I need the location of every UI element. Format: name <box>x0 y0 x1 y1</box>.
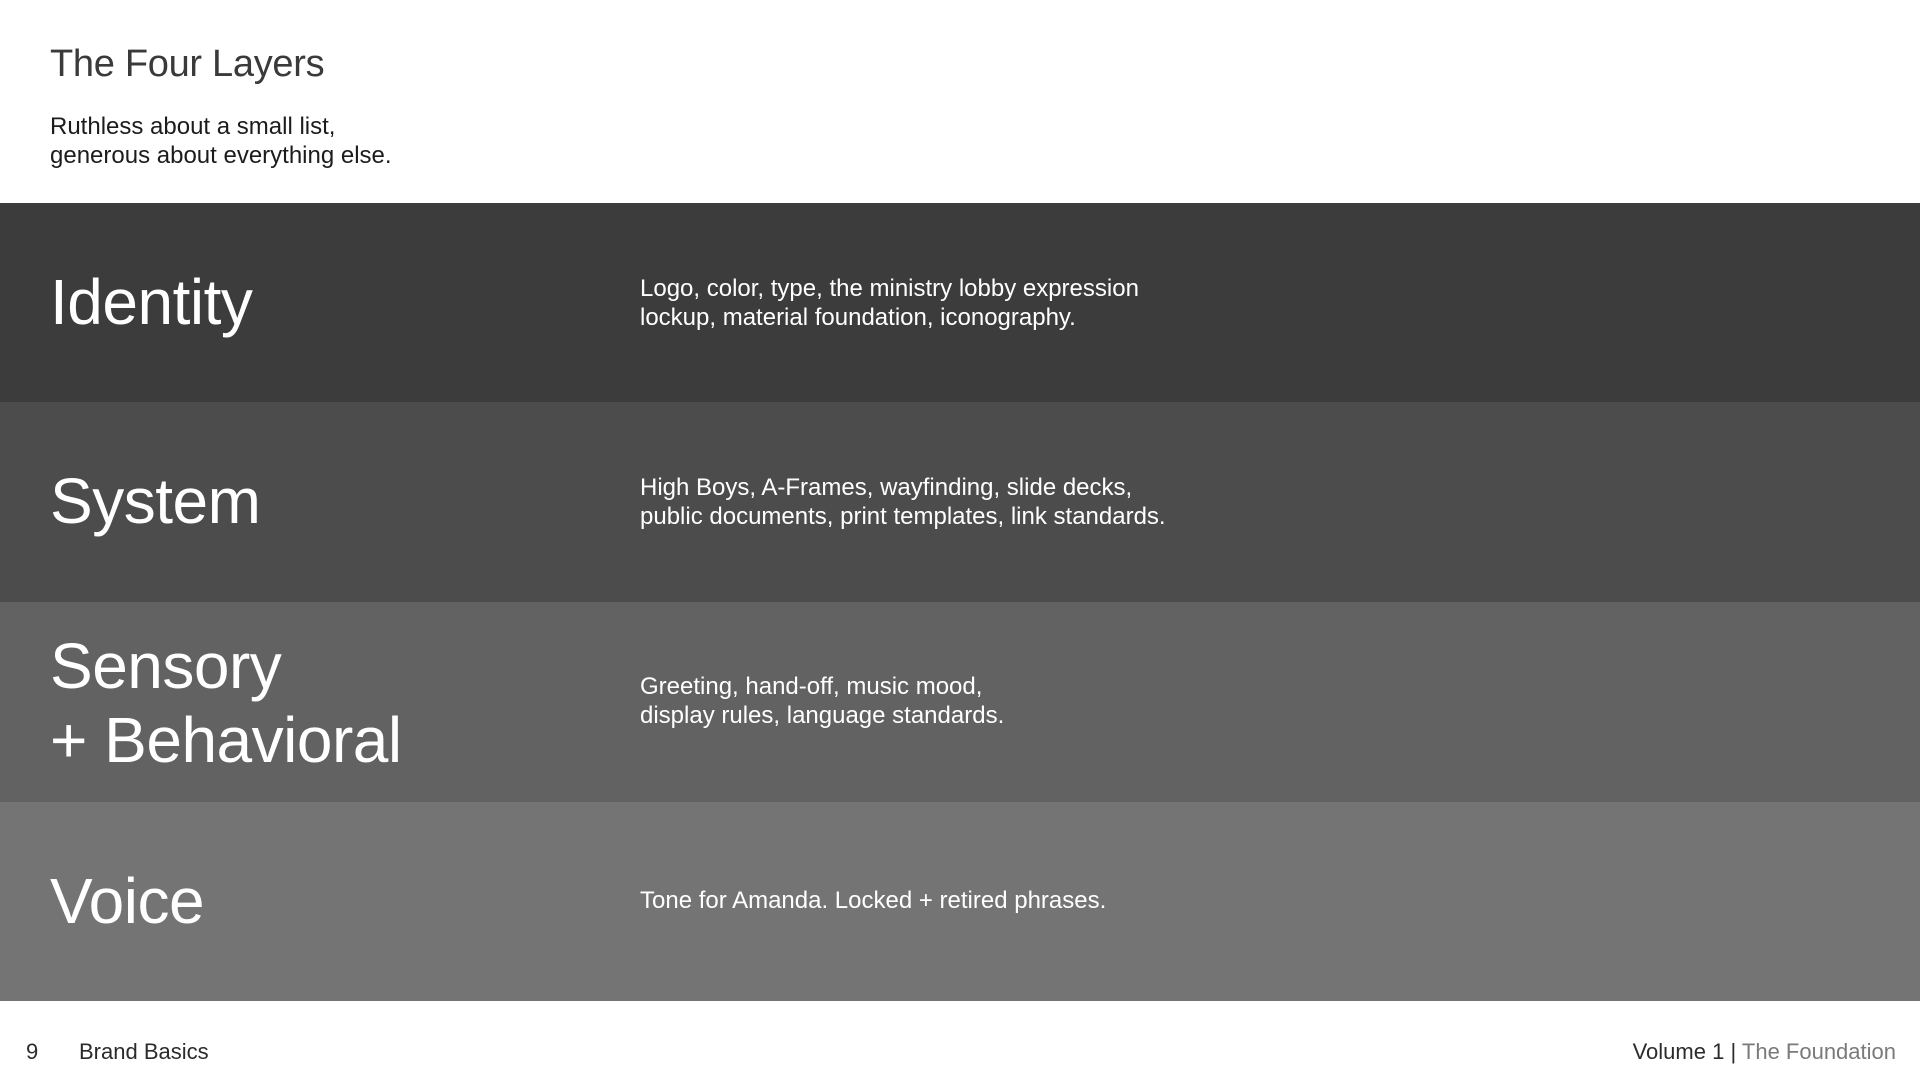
slide-header <box>50 40 850 170</box>
layer-row-voice <box>0 802 1920 1001</box>
layer-description-line: Tone for Amanda. Locked + retired phrases. <box>640 887 1107 914</box>
layer-name <box>50 464 260 538</box>
volume-number: Volume 1 <box>1632 1039 1725 1064</box>
subtitle-line: Ruthless about a small list, <box>50 113 336 140</box>
layer-description-line: lockup, material foundation, iconography. <box>640 304 1076 331</box>
slide-footer <box>0 1001 1920 1080</box>
layer-name <box>50 629 402 777</box>
layer-name-line: + Behavioral <box>50 704 402 776</box>
page-number: 9 <box>26 1039 39 1064</box>
layer-name-line: System <box>50 465 261 537</box>
layer-name-line: Voice <box>50 865 205 937</box>
volume-separator: | <box>1730 1039 1737 1064</box>
layer-name <box>50 864 204 938</box>
layer-row-system <box>0 402 1920 602</box>
layer-description-line: display rules, language standards. <box>640 702 1005 729</box>
layer-description-line: Logo, color, type, the ministry lobby expression <box>640 275 1139 302</box>
layer-description-line: public documents, print templates, link standards. <box>640 503 1166 530</box>
page-subtitle <box>50 112 850 170</box>
layer-description-line: Greeting, hand-off, music mood, <box>640 673 983 700</box>
subtitle-line: generous about everything else. <box>50 142 392 169</box>
volume-title: The Foundation <box>1741 1039 1896 1064</box>
layers-list <box>0 203 1920 1001</box>
layer-row-identity <box>0 203 1920 402</box>
layer-description <box>640 672 1004 730</box>
layer-name-line: Sensory <box>50 630 282 702</box>
layer-description-line: High Boys, A-Frames, wayfinding, slide decks, <box>640 474 1133 501</box>
section-name: Brand Basics <box>79 1039 209 1064</box>
layer-name <box>50 265 252 339</box>
layer-description <box>640 274 1139 332</box>
volume-label <box>1633 1039 1896 1065</box>
layer-row-sensory-behavioral <box>0 602 1920 802</box>
layer-description <box>640 886 1106 915</box>
layer-name-line: Identity <box>50 266 253 338</box>
page-title: The Four Layers <box>50 43 325 85</box>
layer-description <box>640 473 1166 531</box>
